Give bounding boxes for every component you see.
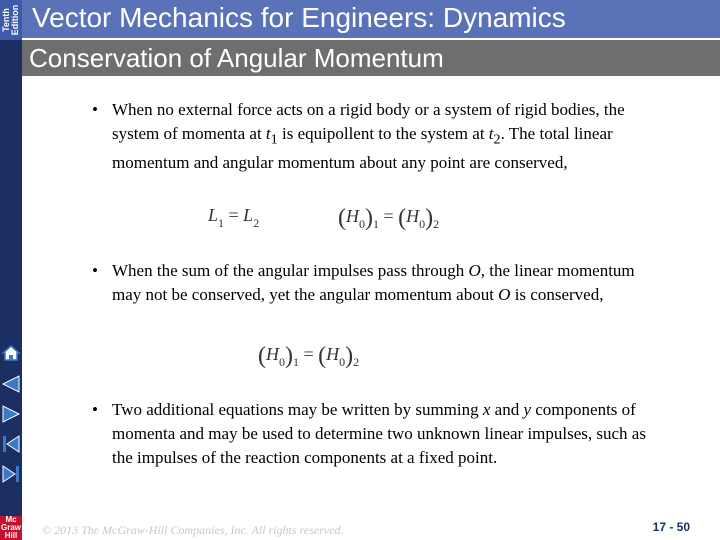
previous-slide-button[interactable] (0, 372, 22, 396)
publisher-logo: Mc Graw Hill (0, 515, 21, 540)
last-slide-icon (1, 465, 21, 483)
sidebar (0, 0, 22, 540)
slide-title: Conservation of Angular Momentum (29, 43, 444, 73)
home-icon (2, 344, 20, 362)
last-slide-button[interactable] (0, 462, 22, 486)
slide-content-3 (92, 398, 652, 470)
next-arrow-icon (1, 405, 21, 423)
previous-arrow-icon (1, 375, 21, 393)
header-bar (22, 0, 720, 38)
angular-momentum-equation-1: $(H_0)_1 = (H_0)_2$ (338, 205, 440, 231)
slide-content-2 (92, 259, 652, 307)
home-button[interactable] (0, 341, 22, 365)
next-slide-button[interactable] (0, 402, 22, 426)
subheader-bar (22, 40, 720, 76)
bullet-1: • When no external force acts on a rigid body or a system of rigid bodies, the system of momenta at $t_1$ is equipollent to the system at $t_2$. The total linear momentum and angular momentum about any point are conserved, (92, 100, 625, 173)
slide-content (92, 98, 652, 175)
angular-momentum-equation-2: $(H_0)_1 = (H_0)_2$ (258, 343, 360, 369)
first-slide-button[interactable] (0, 432, 22, 456)
copyright-notice: © 2013 The McGraw-Hill Companies, Inc. All rights reserved. (42, 523, 344, 537)
edition-badge (0, 0, 22, 40)
book-title: Vector Mechanics for Engineers: Dynamics (32, 2, 566, 33)
page-number: 17 - 50 (652, 520, 690, 534)
edition-label: Tenth Edition (1, 4, 20, 36)
first-slide-icon (1, 435, 21, 453)
bullet-2: • When the sum of the angular impulses pass through O, the linear momentum may not be conserved, yet the angular momentum about O is conserved, (92, 261, 635, 304)
bullet-3: • Two additional equations may be written by summing x and y components of momenta and may be used to determine two unknown linear impulses, such as the impulses of the reaction components at a fixed point. (92, 400, 646, 467)
linear-momentum-equation: $L_1 = L_2$ (208, 205, 260, 230)
